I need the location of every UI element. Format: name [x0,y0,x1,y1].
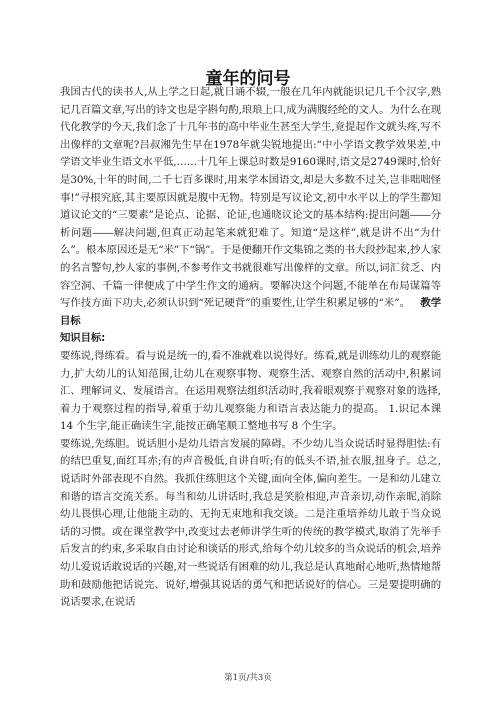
intro-paragraph [60,84,441,330]
section-paragraph-1: 要练说,得练看。看与说是统一的,看不准就难以说得好。练看,就是训练幼儿的观察能力,扩大幼儿的认知范围,让幼儿在观察事物、观察生活、观察自然的活动中,积累词汇、理解词义、发展语言。在运用观察法组织活动时,我着眼观察于观察对象的选择,着力于观察过程的指导,着重于幼儿观察能力和语言表达能力的提高。 1.识记本课 14 个生字,能正确读生字,能按正确笔顺工整地书写 8 个生字。 [60,349,441,433]
section-heading: 知识目标: [60,332,106,345]
document-body [60,84,441,612]
teaching-goal-label: 教学目标 [60,297,441,327]
section-paragraph-2: 要练说,先练胆。说话胆小是幼儿语言发展的障碍。不少幼儿当众说话时显得胆怯:有的结巴重复,面红耳赤;有的声音极低,自讲自听;有的低头不语,扯衣服,扭身子。总之,说话时外部表现不自然。我抓住练胆这个关键,面向全体,偏向差生。一是和幼儿建立和谐的语言交流关系。每当和幼儿讲话时,我总是笑脸相迎,声音亲切,动作亲昵,消除幼儿畏惧心理,让他能主动的、无拘无束地和我交谈。二是注重培养幼儿敢于当众说话的习惯。或在课堂教学中,改变过去老师讲学生听的传统的教学模式,取消了先举手后发言的约束,多采取自由讨论和谈话的形式,给每个幼儿较多的当众说话的机会,培养幼儿爱说话敢说话的兴趣,对一些说话有困难的幼儿,我总是认真地耐心地听,热情地帮助和鼓励他把话说完、说好,增强其说话的勇气和把话说好的信心。三是要提明确的说话要求,在说话 [60,437,441,609]
page-footer: 第1页/共3页 [224,673,272,683]
intro-text: 我国古代的读书人,从上学之日起,就日诵不辍,一般在几年内就能识记几千个汉字,熟记几百篇文章,写出的诗文也是字斟句酌,琅琅上口,成为满腹经纶的文人。为什么在现代化教学的今天,我们念了十几年书的高中毕业生甚至大学生,竟提起作文就头疼,写不出像样的文章呢?吕叔湘先生早在1978年就尖锐地提出:“中小学语文教学效果差,中学语文毕业生语文水平低,……十几年上课总时数是9160课时,语文是2749课时,恰好是30%,十年的时间,二千七百多课时,用来学本国语文,却是大多数不过关,岂非咄咄怪事!”寻根究底,其主要原因就是腹中无物。特别是写议论文,初中水平以上的学生都知道议论文的“三要素”是论点、论据、论证,也通晓议论文的基本结构:提出问题――分析问题――解决问题,但真正动起笔来就犯难了。知道“是这样”,就是讲不出“为什么”。根本原因还是无“米”下“锅”。于是便翻开作文集锦之类的书大段抄起来,抄人家的名言警句,抄人家的事例,不参考作文书就很难写出像样的文章。所以,词汇贫乏、内容空洞、千篇一律便成了中学生作文的通病。要解决这个问题,不能单在布局谋篇等写作技方面下功夫,必须认识到“死记硬背”的重要性,让学生积累足够的“米”。 [60,86,441,310]
page-title: 童年的问号 [205,69,291,89]
